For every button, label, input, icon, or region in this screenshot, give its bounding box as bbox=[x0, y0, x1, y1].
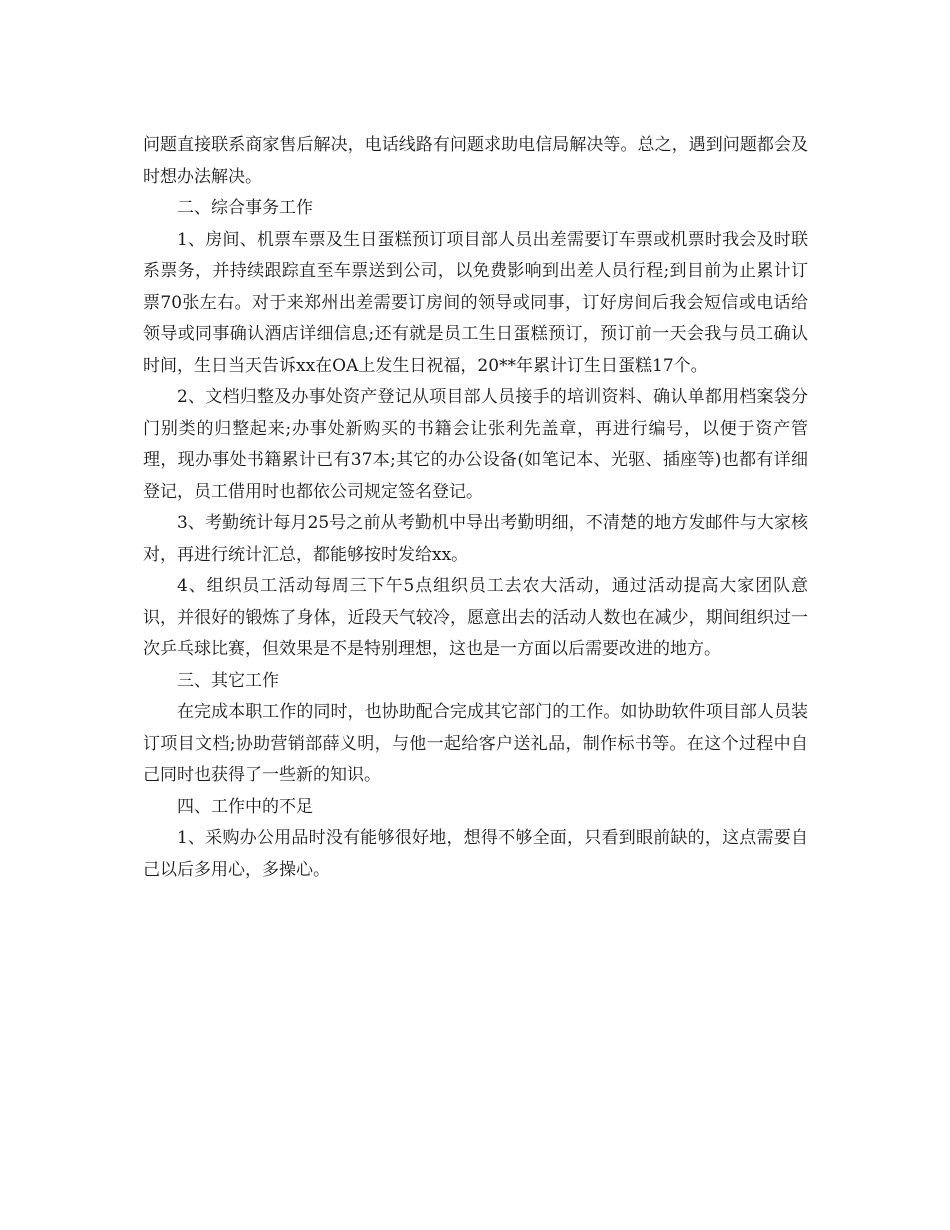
document-body bbox=[143, 130, 808, 886]
paragraph-shortcomings: 1、采购办公用品时没有能够很好地，想得不够全面，只看到眼前缺的，这点需要自己以后多用心，多操心。 bbox=[143, 828, 808, 880]
paragraph-attendance: 3、考勤统计每月25号之前从考勤机中导出考勤明细，不清楚的地方发邮件与大家核对，再进行统计汇总，都能够按时发给xx。 bbox=[143, 513, 808, 565]
section-heading-other-work: 三、其它工作 bbox=[177, 670, 279, 691]
paragraph-continuation: 问题直接联系商家售后解决，电话线路有问题求助电信局解决等。总之，遇到问题都会及时想办法解决。 bbox=[143, 135, 808, 187]
section-heading-shortcomings: 四、工作中的不足 bbox=[177, 796, 313, 817]
paragraph-document-archiving: 2、文档归整及办事处资产登记从项目部人员接手的培训资料、确认单都用档案袋分门别类的归整起来;办事处新购买的书籍会让张利先盖章，再进行编号，以便于资产管理，现办事处书籍累计已有37本;其它的办公设备(如笔记本、光驱、插座等)也都有详细登记，员工借用时也都依公司规定签名登记。 bbox=[143, 387, 808, 502]
paragraph-staff-activities: 4、组织员工活动每周三下午5点组织员工去农大活动，通过活动提高大家团队意识，并很好的锻炼了身体，近段天气较冷，愿意出去的活动人数也在减少，期间组织过一次乒乓球比赛，但效果是不是特别理想，这也是一方面以后需要改进的地方。 bbox=[143, 576, 808, 659]
paragraph-other-work: 在完成本职工作的同时，也协助配合完成其它部门的工作。如协助软件项目部人员装订项目文档;协助营销部薛义明，与他一起给客户送礼品，制作标书等。在这个过程中自己同时也获得了一些新的知识。 bbox=[143, 702, 808, 785]
paragraph-booking: 1、房间、机票车票及生日蛋糕预订项目部人员出差需要订车票或机票时我会及时联系票务，并持续跟踪直至车票送到公司，以免费影响到出差人员行程;到目前为止累计订票70张左右。对于来郑州出差需要订房间的领导或同事，订好房间后我会短信或电话给领导或同事确认酒店详细信息;还有就是员工生日蛋糕预订，预订前一天会我与员工确认时间，生日当天告诉xx在OA上发生日祝福，20**年累计订生日蛋糕17个。 bbox=[143, 229, 808, 376]
section-heading-general-affairs: 二、综合事务工作 bbox=[177, 198, 313, 218]
